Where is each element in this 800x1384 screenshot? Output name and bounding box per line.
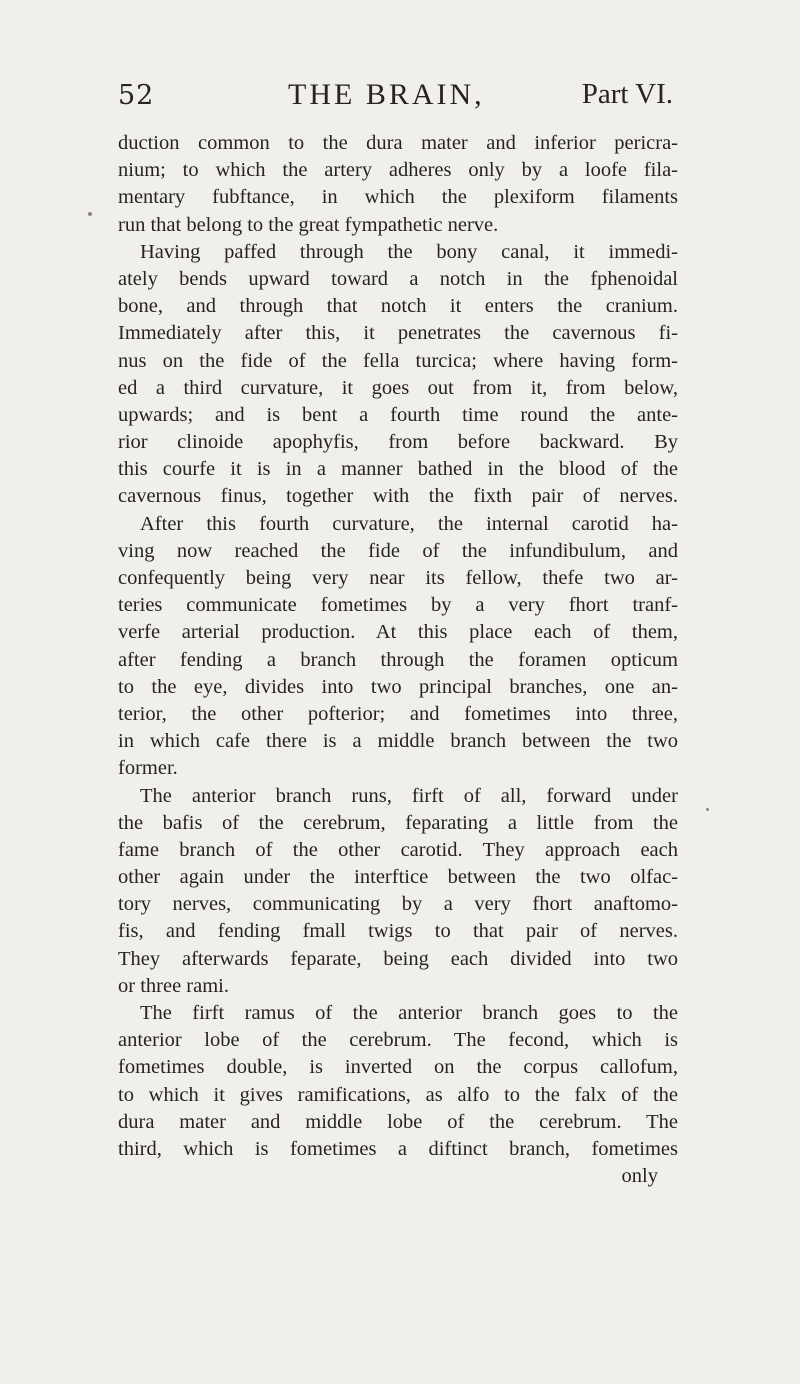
catchword: only [621,1165,658,1188]
text-line: Having paffed through the bony canal, it immedi- [140,240,678,263]
text-line: third, which is fometimes a diftinct branch, fometimes [118,1137,678,1160]
text-line: anterior lobe of the cerebrum. The fecond, which is [118,1029,678,1052]
text-line: after fending a branch through the foramen opticum [118,648,678,671]
text-line: the bafis of the cerebrum, feparating a little from the [118,811,678,834]
text-line: The anterior branch runs, firft of all, forward under [140,784,678,807]
paper-speck [706,808,709,811]
text-line: They afterwards feparate, being each divided into two [118,947,678,970]
text-line: duction common to the dura mater and inferior pericra- [118,132,678,154]
text-line: upwards; and is bent a fourth time round the ante- [118,403,678,426]
text-line: terior, the other pofterior; and fometimes into three, [118,702,678,725]
paper-speck [88,212,92,216]
text-line: ately bends upward toward a notch in the fphenoidal [118,267,678,290]
text-line: to which it gives ramifications, as alfo to the falx of the [118,1083,678,1106]
running-title: THE BRAIN, [288,78,485,111]
text-line: fis, and fending fmall twigs to that pair of nerves. [118,920,678,943]
text-line: The firft ramus of the anterior branch goes to the [140,1002,678,1024]
text-line: fame branch of the other carotid. They approach each [118,838,678,861]
text-line: rior clinoide apophyfis, from before backward. By [118,431,678,454]
text-line: former. [118,757,178,780]
text-line: nium; to which the artery adheres only by a loofe fila- [118,159,678,182]
text-line: ving now reached the fide of the infundibulum, and [118,539,678,562]
text-line: or three rami. [118,974,229,997]
text-line: cavernous finus, together with the fixth pair of nerves. [118,485,678,508]
part-label: Part VI. [581,78,673,110]
body-text [118,130,678,1190]
page-header [118,78,673,118]
text-line: bone, and through that notch it enters the cranium. [118,295,678,318]
text-line: run that belong to the great fympathetic nerve. [118,213,499,236]
text-line: mentary fubftance, in which the plexiform filaments [118,186,678,209]
text-line: this courfe it is in a manner bathed in the blood of the [118,458,678,481]
text-line: nus on the fide of the fella turcica; where having form- [118,349,678,372]
text-line: teries communicate fometimes by a very fhort tranf- [118,594,678,617]
text-line: confequently being very near its fellow, thefe two ar- [118,567,678,589]
text-line: other again under the interftice between the two olfac- [118,866,678,889]
text-line: ed a third curvature, it goes out from it, from below, [118,376,678,399]
text-line: to the eye, divides into two principal branches, one an- [118,675,678,698]
text-line: Immediately after this, it penetrates the cavernous fi- [118,322,678,345]
text-line: dura mater and middle lobe of the cerebrum. The [118,1110,678,1133]
text-line: in which cafe there is a middle branch between the two [118,730,678,753]
text-line: verfe arterial production. At this place each of them, [118,621,678,644]
text-line: tory nerves, communicating by a very fhort anaftomo- [118,893,678,916]
text-line: fometimes double, is inverted on the corpus callofum, [118,1056,678,1079]
page-number: 52 [118,80,155,111]
text-line: After this fourth curvature, the internal carotid ha- [140,512,678,535]
